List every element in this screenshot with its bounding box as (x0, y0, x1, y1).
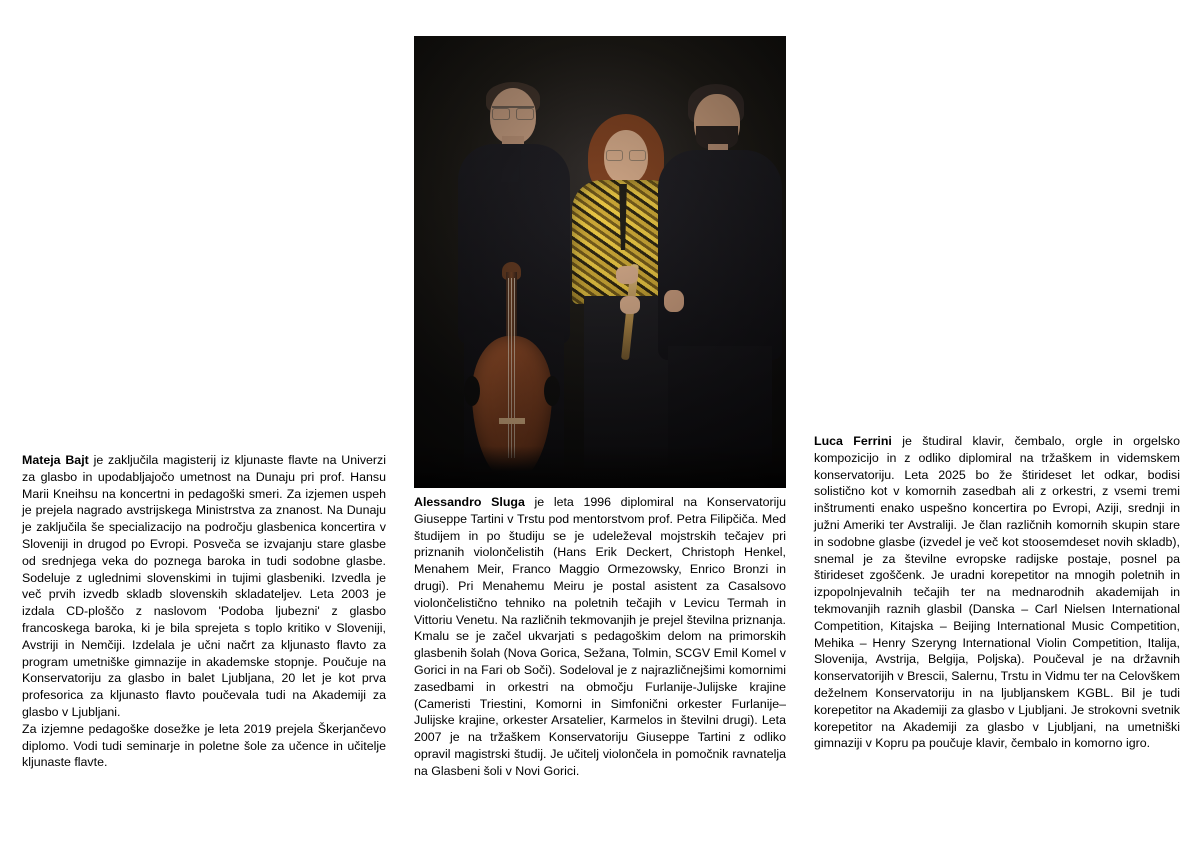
neck (708, 144, 728, 158)
recorder-instrument (621, 264, 639, 360)
neck (502, 136, 524, 152)
head (490, 88, 536, 144)
person-name: Luca Ferrini (814, 434, 892, 448)
person-name: Mateja Bajt (22, 453, 89, 467)
bio-paragraph (414, 494, 786, 780)
cello-strings (508, 278, 515, 458)
biography-column-right (814, 433, 1180, 752)
bio-paragraph (22, 452, 386, 721)
hair (588, 114, 664, 200)
lapel (610, 184, 636, 250)
cello-bridge (499, 418, 525, 424)
cello-scroll (502, 262, 521, 280)
bio-paragraph: Za izjemne pedagoške dosežke je leta 2019 prejela Škerjančevo diplomo. Vodi tudi seminarje in poletne šole za učence in učitelje kljunaste flavte. (22, 721, 386, 770)
legs (668, 346, 772, 488)
recorder-player-figure (566, 114, 686, 488)
beard (696, 126, 738, 150)
cello-body (472, 336, 552, 482)
patterned-jacket (572, 180, 680, 304)
shirt (501, 148, 521, 182)
hand (664, 290, 684, 312)
torso (658, 150, 782, 360)
glasses-icon (492, 106, 534, 119)
skirt (584, 296, 668, 488)
glasses-icon (606, 150, 646, 160)
cello-neck (506, 272, 517, 348)
biography-column-middle (414, 494, 786, 780)
head (604, 130, 648, 184)
bio-text: je zaključila magisterij iz kljunaste flavte na Univerzi za glasbo in upodabljajočo umetnost na Dunaju pri prof. Hansu Marii Kneihsu na koncertni in pedagoški smeri. Za izjemen uspeh je prejela nagrado avstrijskega Ministrstva za znanost. Na Dunaju je zaključila še specializacijo na področju glasbenica koncertira v Sloveniji in drugod po Evropi. Posveča se izvajanju stare glasbe od srednjega veka do poznega baroka in tudi sodobne glasbe. Sodeluje z uglednimi slovenskimi in tujimi glasbeniki. Izvedla je več prvih izvedb skladb slovenskih skladateljev. Leta 2003 je izdala CD-ploščo z naslovom 'Podoba ljubezni' z glasbo francoskega baroka, ki je bila sprejeta s toplo kritiko v Sloveniji, Avstriji in Nemčiji. Izdelala je učni načrt za kljunasto flavto za program umetniške gimnazije in akademske stopnje. Poučuje na Konservatoriju za glasbo in balet Ljubljana, 20 let je kot prva profesorica za kljunasto flavto poučevala tudi na Akademiji za glasbo v Ljubljani. (22, 453, 386, 719)
hair (486, 82, 540, 114)
cellist-figure (440, 82, 590, 488)
stage-floor (414, 446, 786, 488)
biography-column-left (22, 452, 386, 771)
torso (458, 144, 570, 344)
cello-instrument (466, 268, 558, 482)
hair (688, 84, 744, 124)
cello-waist-left (464, 376, 480, 406)
head (694, 94, 740, 150)
legs (464, 332, 564, 488)
photo-background (414, 36, 786, 488)
cello-endpin (510, 474, 513, 484)
pianist-figure (652, 84, 786, 488)
ensemble-photo (414, 36, 786, 488)
bio-text: je študiral klavir, čembalo, orgle in orgelsko kompozicijo in z odliko diplomiral na tržaškem in videmskem konservatoriju. Leta 2025 bo že štirideset let odkar, bodisi solistično kot v komornih zasedbah ali z orkestri, z vsemi tremi inštrumenti enako uspešno koncertira po Evropi, Aziji, srednji in južni Ameriki ter Avstraliji. Je član različnih komornih skupin stare in sodobne glasbe (izvedel je več kot stoosemdeset novih skladb), snemal je za številne evropske radijske postaje, posnel pa štirideset zgoščenk. Je uradni korepetitor na mnogih poletnih in izpopolnjevalnih tečajih ter na mednarodnih akademijah in tekmovanjih raznih glasbil (Danska – Carl Nielsen International Competition, Kitajska – Beijing International Music Competition, Mehika – Henry Szeryng International Violin Competition, Italija, Slovenija, Avstrija, Belgija, Poljska). Poučeval je na državnih konservatorijih v Brescii, Salernu, Trstu in Vidmu ter na Celovškem deželnem Konservatoriju in na ljubljanskem KGBL. Bil je tudi korepetitor na Akademiji za glasbo v Ljubljani. Je strokovni svetnik korepetitor na Akademiji za glasbo v Ljubljani, na umetniški gimnaziji v Kopru pa poučuje klavir, čembalo in komorno igro. (814, 434, 1180, 751)
bio-text: je leta 1996 diplomiral na Konservatoriju Giuseppe Tartini v Trstu pod mentorstvom prof. Petra Filipčiča. Med študijem in po študiju se je udeleževal mojstrskih tečajev pri priznanih violončelistih (Hans Erik Deckert, Christoph Henkel, Menahem Meir, Franco Maggio Ormezowsky, Enrico Bronzi in drugi). Pri Menahemu Meiru je postal asistent za Casalsovo violončelistično tehniko na poletnih tečajih v Levicu Termah in Vittoriu Venetu. Na različnih tekmovanjih je prejel številna priznanja. Kmalu se je začel ukvarjati s pedagoškim delom na primorskih glasbenih šolah (Nova Gorica, Sežana, Tolmin, SCGV Emil Komel v Gorici in na Fari ob Soči). Sodeloval je z najrazličnejšimi komornimi zasedbami in orkestri na območju Furlanije-Julijske krajine (Cameristi Triestini, Komorni in Simfonični orkester Furlanije–Julijske krajine, orkester Arsatelier, Karmelos in številni drugi). Leta 2007 je na tržaškem Konservatoriju Giuseppe Tartini z odliko opravil magistrski študij. Je učitelj violončela in pomočnik ravnatelja na Glasbeni šoli v Novi Gorici. (414, 495, 786, 778)
upper-hand (616, 266, 638, 284)
person-name: Alessandro Sluga (414, 495, 525, 509)
bio-paragraph (814, 433, 1180, 752)
cello-waist-right (544, 376, 560, 406)
lower-hand (620, 296, 640, 314)
